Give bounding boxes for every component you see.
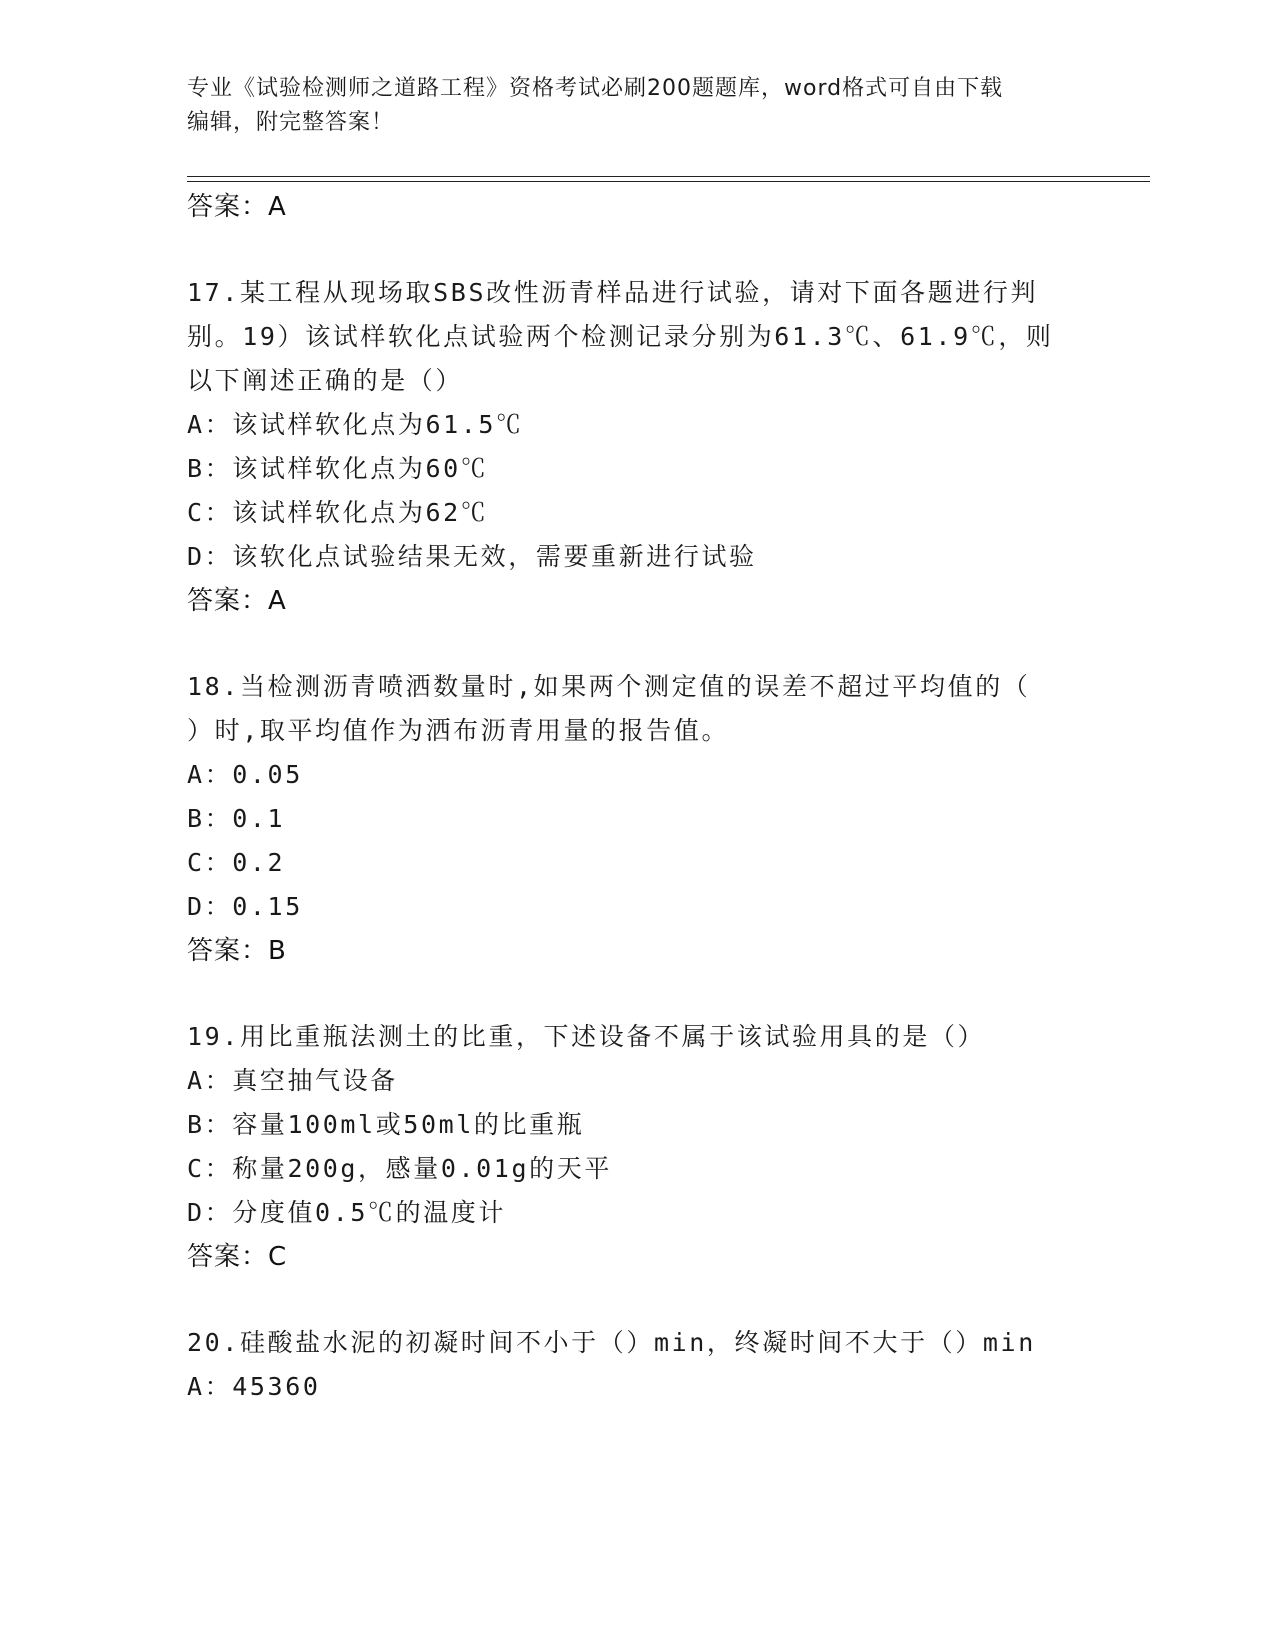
- q17-option-d: D：该软化点试验结果无效，需要重新进行试验: [187, 542, 757, 571]
- header-divider-bottom: [187, 181, 1150, 182]
- q19-stem-line-1: 19.用比重瓶法测土的比重，下述设备不属于该试验用具的是（）: [187, 1022, 986, 1051]
- q17-stem-line-1: 17.某工程从现场取SBS改性沥青样品进行试验，请对下面各题进行判: [187, 278, 1039, 307]
- q17-stem-line-3: 以下阐述正确的是（）: [187, 366, 464, 395]
- header-line-1: 专业《试验检测师之道路工程》资格考试必刷200题题库，word格式可自由下载: [187, 76, 1004, 101]
- header-line-2: 编辑，附完整答案！: [187, 110, 395, 135]
- q18-option-a: A：0.05: [187, 760, 303, 789]
- q17-stem-line-2: 别。19）该试样软化点试验两个检测记录分别为61.3℃、61.9℃，则: [187, 322, 1054, 351]
- q19-option-d: D：分度值0.5℃的温度计: [187, 1198, 507, 1227]
- q18-option-d: D：0.15: [187, 892, 303, 921]
- q18-stem-line-1: 18.当检测沥青喷洒数量时,如果两个测定值的误差不超过平均值的（: [187, 672, 1031, 701]
- q19-option-b: B：容量100ml或50ml的比重瓶: [187, 1110, 585, 1139]
- q17-option-a: A：该试样软化点为61.5℃: [187, 410, 524, 439]
- page-header: [187, 72, 1087, 140]
- q18-stem-line-2: ）时,取平均值作为洒布沥青用量的报告值。: [187, 716, 730, 745]
- q17-answer: 答案：A: [187, 586, 287, 616]
- q17-option-c: C：该试样软化点为62℃: [187, 498, 489, 527]
- q18-option-c: C：0.2: [187, 848, 286, 877]
- q19-option-a: A：真空抽气设备: [187, 1066, 398, 1095]
- header-divider-top: [187, 176, 1150, 177]
- q20-stem-line-1: 20.硅酸盐水泥的初凝时间不小于（）min，终凝时间不大于（）min: [187, 1328, 1036, 1357]
- q19-option-c: C：称量200g，感量0.01g的天平: [187, 1154, 612, 1183]
- previous-answer: 答案：A: [187, 192, 287, 222]
- q18-answer: 答案：B: [187, 936, 287, 966]
- q20-option-a: A：45360: [187, 1372, 321, 1401]
- q19-answer: 答案：C: [187, 1242, 288, 1272]
- q18-option-b: B：0.1: [187, 804, 286, 833]
- q17-option-b: B：该试样软化点为60℃: [187, 454, 489, 483]
